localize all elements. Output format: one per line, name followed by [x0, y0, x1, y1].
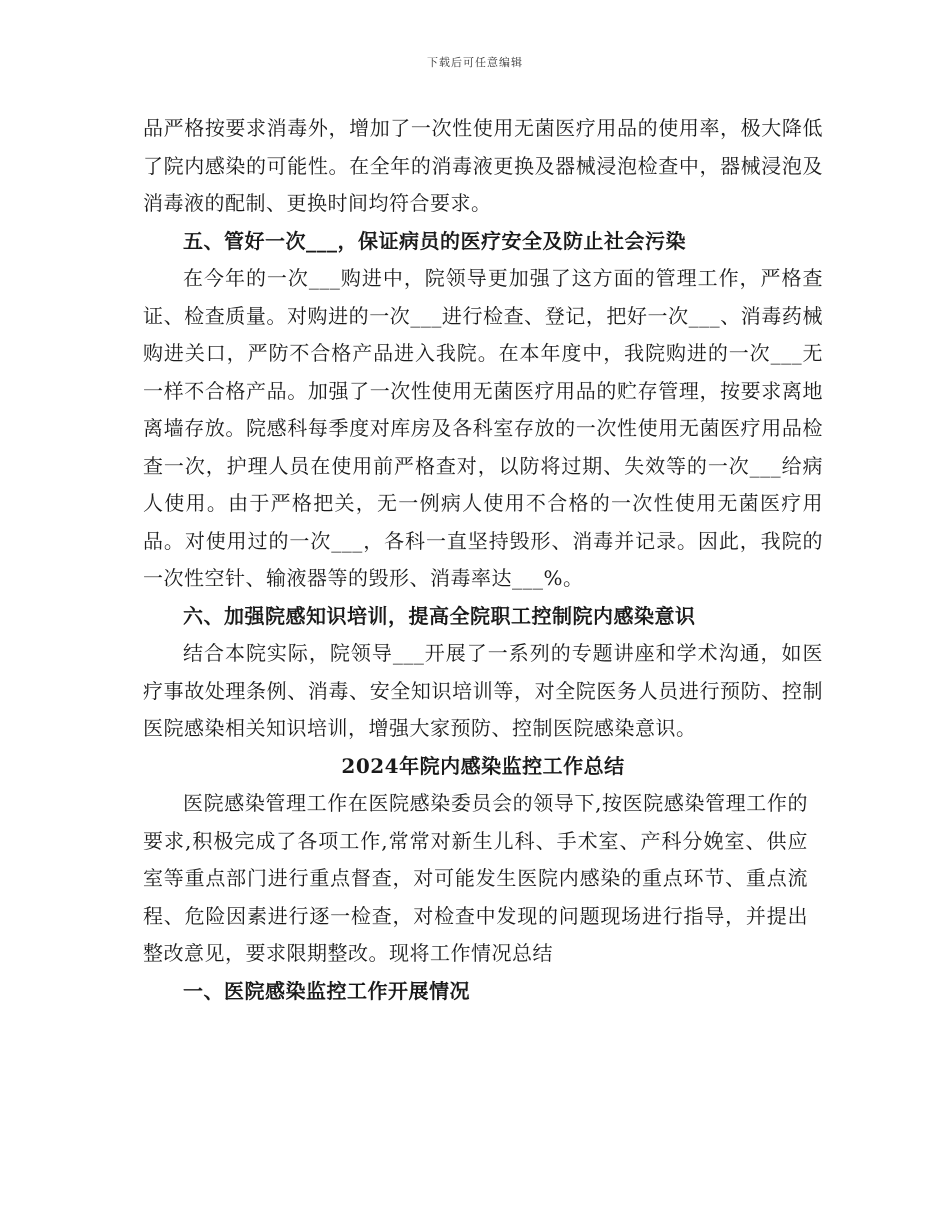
paragraph-training: 结合本院实际，院领导___开展了一系列的专题讲座和学术沟通，如医疗事故处理条例、消毒、安全知识培训等，对全院医务人员进行预防、控制医院感染相关知识培训，增强大家预防、控制医院感染意识。: [143, 641, 823, 740]
document-body: [143, 110, 823, 1010]
header-note: 下载后可任意编辑: [427, 56, 523, 69]
section-heading-6: 六、加强院感知识培训，提高全院职工控制院内感染意识: [183, 603, 696, 628]
section-heading-5: 五、管好一次___，保证病员的医疗安全及防止社会污染: [183, 228, 686, 253]
document-title: 2024年院内感染监控工作总结: [341, 753, 625, 778]
paragraph-disposables: 在今年的一次___购进中，院领导更加强了这方面的管理工作，严格查证、检查质量。对购进的一次___进行检查、登记，把好一次___、消毒药械购进关口，严防不合格产品进入我院。在本年度中，我院购进的一次___无一样不合格产品。加强了一次性使用无菌医疗用品的贮存管理，按要求离地离墙存放。院感科每季度对库房及各科室存放的一次性使用无菌医疗用品检查一次，护理人员在使用前严格查对，以防将过期、失效等的一次___给病人使用。由于严格把关，无一例病人使用不合格的一次性使用无菌医疗用品。对使用过的一次___，各科一直坚持毁形、消毒并记录。因此，我院的一次性空针、输液器等的毁形、消毒率达___%。: [143, 266, 823, 590]
section-heading-1: 一、医院感染监控工作开展情况: [183, 978, 470, 1003]
paragraph-intro: 医院感染管理工作在医院感染委员会的领导下,按医院感染管理工作的要求,积极完成了各项工作,常常对新生儿科、手术室、产科分娩室、供应室等重点部门进行重点督查，对可能发生医院内感染的重点环节、重点流程、危险因素进行逐一检查，对检查中发现的问题现场进行指导，并提出整改意见，要求限期整改。现将工作情况总结: [143, 791, 808, 965]
paragraph-disinfection: 品严格按要求消毒外，增加了一次性使用无菌医疗用品的使用率，极大降低了院内感染的可能性。在全年的消毒液更换及器械浸泡检查中，器械浸泡及消毒液的配制、更换时间均符合要求。: [143, 116, 823, 215]
